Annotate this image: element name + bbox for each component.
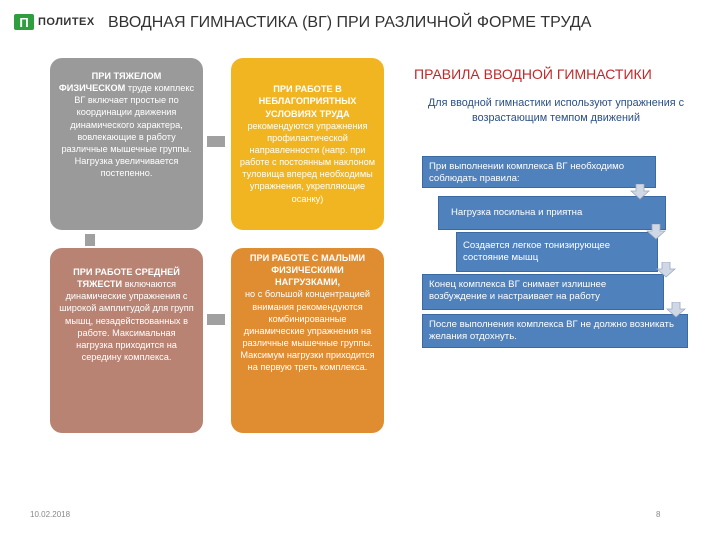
connector-horizontal-top [207, 136, 225, 147]
page-title: ВВОДНАЯ ГИМНАСТИКА (ВГ) ПРИ РАЗЛИЧНОЙ ФОРМЕ ТРУДА [108, 14, 592, 31]
rules-title: ПРАВИЛА ВВОДНОЙ ГИМНАСТИКИ [414, 66, 652, 82]
down-arrow-icon [666, 302, 686, 318]
down-arrow-icon [646, 224, 666, 240]
rule-box [438, 196, 666, 230]
bad-conditions-heading: ПРИ РАБОТЕ В НЕБЛАГОПРИЯТНЫХ УСЛОВИЯХ ТРУДА [258, 84, 357, 119]
bad-conditions-block [231, 58, 384, 230]
logo-mark: П [14, 14, 34, 30]
heavy-work-text: труде комплекс ВГ включает простые по координации движения динамического характера, вовлекающие в работу различные мышечные группы. Нагрузка увеличивается постепенно. [61, 83, 195, 179]
rule-text: Конец комплекса ВГ снимает излишнее возбуждение и настраивает на работу [429, 279, 607, 303]
rule-text: При выполнении комплекса ВГ необходимо соблюдать правила: [429, 161, 625, 185]
page-number: 8 [656, 510, 661, 519]
down-arrow-icon [630, 184, 650, 200]
connector-horizontal-bottom [207, 314, 225, 325]
medium-work-block [50, 248, 203, 433]
rule-box [456, 232, 658, 272]
heavy-work-heading: ПРИ ТЯЖЕЛОМ ФИЗИЧЕСКОМ [58, 71, 162, 94]
light-work-block [231, 248, 384, 433]
connector-vertical [85, 234, 95, 246]
medium-work-text: включаются динамические упражнения с широкой амплитудой для групп мышц, незадействованных в работе. Максимальная нагрузка приходится на середину комплекса. [59, 279, 194, 362]
rule-box [422, 156, 656, 188]
rule-text: Нагрузка посильна и приятна [451, 206, 583, 218]
medium-work-heading: ПРИ РАБОТЕ СРЕДНЕЙ ТЯЖЕСТИ [73, 267, 180, 290]
rules-intro: Для вводной гимнастики используют упражнения с возрастающим темпом движений [427, 97, 685, 125]
light-work-text: но с большой концентрацией внимания рекомендуются комбинированные динамические упражнения на различные мышечные группы. Максимум нагрузки приходится на первую треть комплекса. [240, 289, 375, 373]
bad-conditions-text: рекомендуются упражнения профилактической направленности (напр. при работе с постоянным наклоном туловища вперед необходимы упражнения, укрепляющие осанку) [239, 120, 376, 204]
rule-box [422, 274, 664, 310]
logo-text: ПОЛИТЕХ [38, 16, 95, 28]
heavy-work-block [50, 58, 203, 230]
rule-box [422, 314, 688, 348]
rule-text: После выполнения комплекса ВГ не должно возникать желания отдохнуть. [429, 319, 674, 343]
light-work-heading: ПРИ РАБОТЕ С МАЛЫМИ ФИЗИЧЕСКИМИ НАГРУЗКАМИ, [249, 253, 366, 288]
logo [14, 14, 95, 30]
down-arrow-icon [656, 262, 676, 278]
rule-text: Создается легкое тонизирующее состояние мышц [463, 239, 611, 263]
slide-date: 10.02.2018 [30, 510, 71, 519]
